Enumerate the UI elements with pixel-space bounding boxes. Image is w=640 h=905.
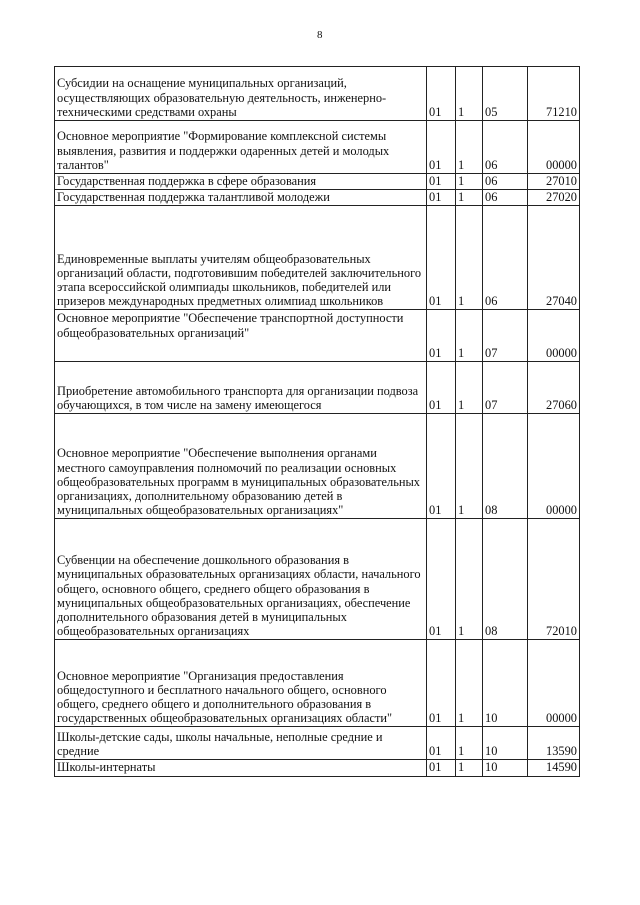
row-code-section: 01 bbox=[427, 174, 456, 190]
row-code-section: 01 bbox=[427, 640, 456, 727]
table-row bbox=[55, 414, 580, 519]
row-name: Приобретение автомобильного транспорта для организации подвоза обучающихся, в том числе на замену имеющегося bbox=[55, 362, 427, 414]
row-code-direction: 27020 bbox=[528, 190, 580, 206]
row-code-event: 10 bbox=[483, 640, 528, 727]
table-row bbox=[55, 174, 580, 190]
row-name: Единовременные выплаты учителям общеобразовательных организаций области, подготовившим победителей заключительного этапа всероссийской олимпиады школьников, победителей или призеров международных предметных олимпиад школьников bbox=[55, 206, 427, 310]
row-code-event: 06 bbox=[483, 190, 528, 206]
row-code-event: 06 bbox=[483, 206, 528, 310]
table-row bbox=[55, 121, 580, 174]
row-code-direction: 27060 bbox=[528, 362, 580, 414]
row-code-event: 08 bbox=[483, 519, 528, 640]
row-code-direction: 00000 bbox=[528, 640, 580, 727]
row-name: Государственная поддержка в сфере образования bbox=[55, 174, 427, 190]
row-code-direction: 27010 bbox=[528, 174, 580, 190]
row-name: Школы-интернаты bbox=[55, 760, 427, 776]
row-code-direction: 27040 bbox=[528, 206, 580, 310]
row-code-program: 1 bbox=[456, 121, 483, 174]
row-code-event: 10 bbox=[483, 727, 528, 760]
row-code-section: 01 bbox=[427, 519, 456, 640]
row-name: Государственная поддержка талантливой молодежи bbox=[55, 190, 427, 206]
row-name: Основное мероприятие "Формирование комплексной системы выявления, развития и поддержки одаренных детей и молодых талантов" bbox=[55, 121, 427, 174]
row-code-direction: 14590 bbox=[528, 760, 580, 776]
row-code-program: 1 bbox=[456, 414, 483, 519]
row-code-direction: 00000 bbox=[528, 121, 580, 174]
page-number: 8 bbox=[317, 29, 323, 41]
table-row bbox=[55, 190, 580, 206]
budget-table bbox=[54, 66, 580, 777]
table-row bbox=[55, 206, 580, 310]
row-name: Школы-детские сады, школы начальные, неполные средние и средние bbox=[55, 727, 427, 760]
row-code-event: 06 bbox=[483, 121, 528, 174]
table-row bbox=[55, 310, 580, 362]
row-name: Субвенции на обеспечение дошкольного образования в муниципальных образовательных организациях области, начального общего, основного общего, среднего общего образования в муниципальных общеобразовательных организациях, обеспечение дополнительного образования детей в муниципальных общеобразовательных организациях bbox=[55, 519, 427, 640]
row-code-section: 01 bbox=[427, 727, 456, 760]
row-code-section: 01 bbox=[427, 760, 456, 776]
row-name: Основное мероприятие "Организация предоставления общедоступного и бесплатного начального общего, основного общего, среднего общего и дополнительного образования в государственных общеобразовательных организациях области" bbox=[55, 640, 427, 727]
table-row bbox=[55, 727, 580, 760]
table-row bbox=[55, 640, 580, 727]
table-row bbox=[55, 760, 580, 776]
row-code-direction: 00000 bbox=[528, 414, 580, 519]
row-code-event: 06 bbox=[483, 174, 528, 190]
row-code-program: 1 bbox=[456, 362, 483, 414]
row-name: Основное мероприятие "Обеспечение выполнения органами местного самоуправления полномочий по реализации основных общеобразовательных программ в муниципальных образовательных организациях, дополнительному образованию детей в муниципальных общеобразовательных организациях" bbox=[55, 414, 427, 519]
row-code-section: 01 bbox=[427, 206, 456, 310]
row-code-program: 1 bbox=[456, 640, 483, 727]
row-code-program: 1 bbox=[456, 206, 483, 310]
row-name: Основное мероприятие "Обеспечение транспортной доступности общеобразовательных организаций" bbox=[55, 310, 427, 362]
row-code-direction: 00000 bbox=[528, 310, 580, 362]
row-name: Субсидии на оснащение муниципальных организаций, осуществляющих образовательную деятельность, инженерно-техническими средствами охраны bbox=[55, 67, 427, 121]
row-code-program: 1 bbox=[456, 174, 483, 190]
row-code-event: 08 bbox=[483, 414, 528, 519]
row-code-program: 1 bbox=[456, 190, 483, 206]
row-code-event: 07 bbox=[483, 310, 528, 362]
row-code-program: 1 bbox=[456, 519, 483, 640]
table-row bbox=[55, 67, 580, 121]
row-code-event: 10 bbox=[483, 760, 528, 776]
row-code-section: 01 bbox=[427, 121, 456, 174]
row-code-direction: 71210 bbox=[528, 67, 580, 121]
row-code-program: 1 bbox=[456, 310, 483, 362]
row-code-event: 05 bbox=[483, 67, 528, 121]
row-code-program: 1 bbox=[456, 67, 483, 121]
row-code-section: 01 bbox=[427, 67, 456, 121]
table-row bbox=[55, 519, 580, 640]
row-code-section: 01 bbox=[427, 310, 456, 362]
row-code-program: 1 bbox=[456, 727, 483, 760]
row-code-section: 01 bbox=[427, 190, 456, 206]
row-code-section: 01 bbox=[427, 414, 456, 519]
row-code-direction: 13590 bbox=[528, 727, 580, 760]
row-code-event: 07 bbox=[483, 362, 528, 414]
table-row bbox=[55, 362, 580, 414]
row-code-program: 1 bbox=[456, 760, 483, 776]
row-code-direction: 72010 bbox=[528, 519, 580, 640]
row-code-section: 01 bbox=[427, 362, 456, 414]
